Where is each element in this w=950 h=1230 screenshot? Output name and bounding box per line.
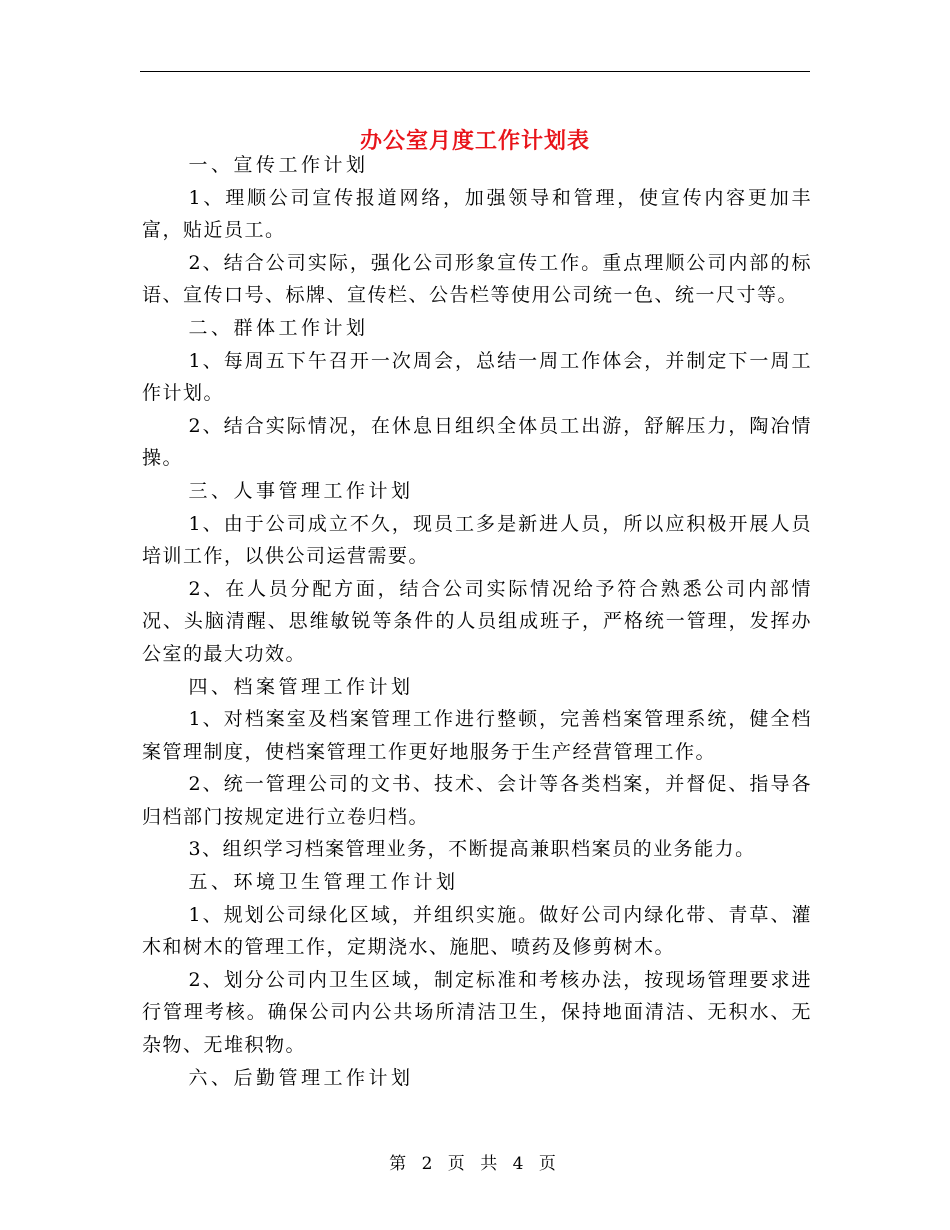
paragraph: 1、理顺公司宣传报道网络，加强领导和管理，使宣传内容更加丰富，贴近员工。 [142, 186, 812, 242]
paragraph: 1、规划公司绿化区域，并组织实施。做好公司内绿化带、青草、灌木和树木的管理工作，定期浇水、施肥、喷药及修剪树木。 [142, 903, 812, 959]
paragraph: 2、结合公司实际，强化公司形象宣传工作。重点理顺公司内部的标语、宣传口号、标牌、宣传栏、公告栏等使用公司统一色、统一尺寸等。 [142, 251, 812, 307]
document-title: 办公室月度工作计划表 [359, 127, 590, 154]
paragraph: 2、划分公司内卫生区域，制定标准和考核办法，按现场管理要求进行管理考核。确保公司内公共场所清洁卫生，保持地面清洁、无积水、无杂物、无堆积物。 [142, 968, 812, 1057]
section-heading-logistics: 六、后勤管理工作计划 [188, 1066, 414, 1089]
section-heading-personnel: 三、人事管理工作计划 [188, 479, 414, 502]
section-heading-archives: 四、档案管理工作计划 [188, 675, 414, 698]
paragraph: 2、结合实际情况，在休息日组织全体员工出游，舒解压力，陶冶情操。 [142, 414, 812, 470]
paragraph: 2、统一管理公司的文书、技术、会计等各类档案，并督促、指导各归档部门按规定进行立卷归档。 [142, 773, 812, 828]
paragraph: 1、由于公司成立不久，现员工多是新进人员，所以应积极开展人员培训工作，以供公司运营需要。 [142, 512, 812, 568]
paragraph: 1、每周五下午召开一次周会，总结一周工作体会，并制定下一周工作计划。 [142, 349, 812, 405]
paragraph: 1、对档案室及档案管理工作进行整顿，完善档案管理系统，健全档案管理制度，使档案管理工作更好地服务于生产经营管理工作。 [142, 708, 812, 763]
section-heading-group-work: 二、群体工作计划 [188, 316, 369, 339]
page-footer: 第 2 页 共 4 页 [389, 1154, 561, 1174]
paragraph: 2、在人员分配方面，结合公司实际情况给予符合熟悉公司内部情况、头脑清醒、思维敏锐等条件的人员组成班子，严格统一管理，发挥办公室的最大功效。 [142, 577, 812, 665]
section-heading-publicity: 一、宣传工作计划 [188, 154, 369, 176]
paragraph: 3、组织学习档案管理业务，不断提高兼职档案员的业务能力。 [188, 838, 756, 861]
section-heading-environment: 五、环境卫生管理工作计划 [188, 871, 459, 894]
header-rule [140, 71, 810, 72]
document-body [142, 149, 812, 1094]
